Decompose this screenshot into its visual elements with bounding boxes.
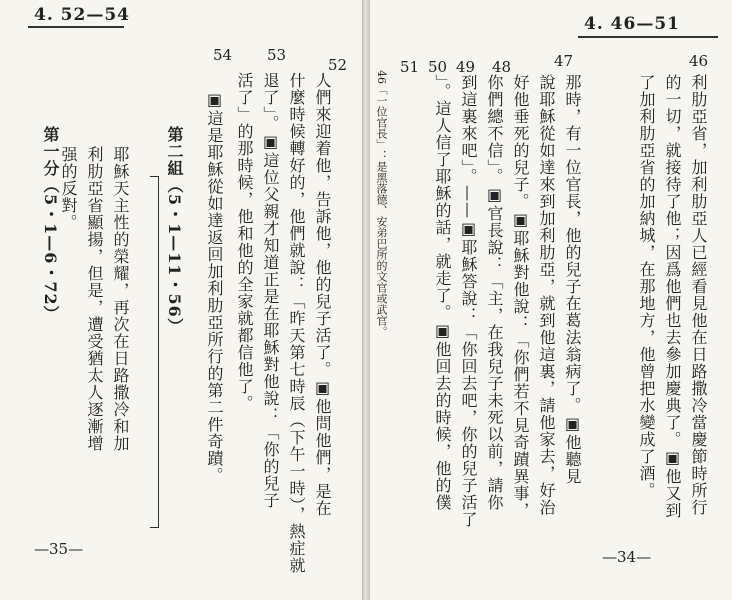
left-running-header: 4. 52—54 bbox=[34, 5, 130, 25]
verse-number: 50 bbox=[428, 58, 448, 76]
text-column: 耶穌天主性的榮耀，再次在日路撒冷和加 bbox=[111, 146, 130, 452]
verse-number: 53 bbox=[267, 46, 287, 64]
right-running-header: 4. 46—51 bbox=[584, 14, 680, 34]
verse-number: 52 bbox=[328, 56, 348, 74]
text-column: 利肋亞省顯揚，但是，遭受猶太人逐漸增 bbox=[85, 146, 104, 452]
subsection-heading: 第一分（5・1—6・72） bbox=[41, 126, 60, 323]
text-column: 人們來迎着他，告訴他，他的兒子活了。▣他問他們，是在 bbox=[313, 72, 332, 517]
text-column: 那時，有一位官長，他的兒子在葛法翁病了。▣他聽見 bbox=[563, 74, 582, 485]
page-number: —35— bbox=[34, 540, 84, 558]
right-page bbox=[370, 0, 732, 600]
book-gutter bbox=[362, 0, 370, 600]
left-header-rule bbox=[28, 26, 124, 28]
section-heading: 第二組（5・1—11・56） bbox=[165, 126, 184, 335]
text-column: 你們總不信」。▣官長說：「主，在我兒子未死以前，請你 bbox=[485, 74, 504, 511]
text-column: 退了」。▣這位父親才知道正是在耶穌對他說：「你的兒子 bbox=[261, 72, 280, 509]
text-column: 利肋亞省，加利肋亞人已經看見他在日路撒冷當慶節時所行 bbox=[689, 74, 708, 516]
text-column: 好他垂死的兒子。▣耶穌對他說：「你們若不見奇蹟異事， bbox=[511, 74, 530, 519]
section-bracket bbox=[150, 176, 159, 528]
verse-number: 46 bbox=[689, 52, 709, 70]
text-column: 活了」的那時候，他和他的全家就都信他了。 bbox=[235, 72, 254, 412]
right-header-rule bbox=[578, 36, 718, 38]
verse-number: 48 bbox=[492, 58, 512, 76]
text-column: ▣這是耶穌從如達返回加利肋亞所行的第二件奇蹟。 bbox=[205, 90, 224, 484]
page-number: —34— bbox=[602, 548, 652, 566]
text-column: 了加利肋亞省的加納城，在那地方，他曾把水變成了酒。 bbox=[637, 74, 656, 499]
left-page bbox=[0, 0, 362, 600]
text-column: 到這裏來吧」。——▣耶穌答說：「你回去吧，你的兒子活了 bbox=[459, 74, 478, 528]
verse-number: 47 bbox=[554, 52, 574, 70]
verse-number: 54 bbox=[213, 46, 233, 64]
text-column: 的一切，就接待了他；因爲他們也去參加慶典了。▣他又到 bbox=[663, 74, 682, 519]
footnote: 46「一位官長」：是黑落德、安弟巴所的文官或武官。 bbox=[375, 70, 388, 337]
text-column: 」。這人信了耶穌的話，就走了。▣他回去的時候，他的僕 bbox=[433, 74, 452, 511]
text-column: 什麼時候轉好的，他們就說：「昨天第七時辰（下午一時），熱症就 bbox=[287, 72, 306, 574]
text-column: 說耶穌從如達來到加利肋亞，就到他這裏，請他家去，好治 bbox=[537, 74, 556, 516]
text-column: 强的反對。 bbox=[59, 146, 78, 231]
verse-number: 49 bbox=[456, 58, 476, 76]
verse-number: 51 bbox=[400, 58, 420, 76]
